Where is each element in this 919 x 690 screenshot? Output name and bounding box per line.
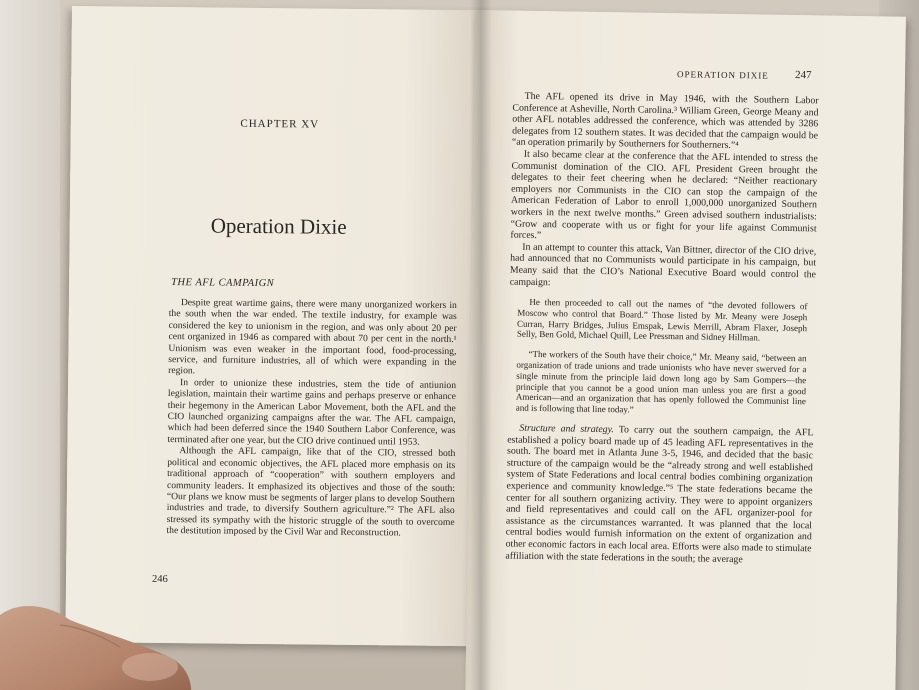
paragraph: Although the AFL campaign, like that of the CIO, stressed both political and economic objectives, the AFL placed more emphasis on its traditional approach of “cooperation” with southern employers and community leaders. It emphasized its objectives and those of the south: “Our plans we know must be segments of larger plans to develop Southern industries and trade, to diversify Southern agriculture.”² The AFL also stressed its sympathy with the historic struggle of the south to overcome the destitution imposed by the Civil War and Reconstruction. (166, 445, 456, 539)
table-surface-left (0, 0, 60, 690)
running-head: OPERATION DIXIE (676, 69, 769, 81)
chapter-label: CHAPTER XV (240, 117, 320, 131)
subsection-heading: Structure and strategy. (519, 422, 614, 436)
left-page (65, 6, 490, 646)
left-page-body (166, 297, 456, 540)
paragraph: The AFL opened its drive in May 1946, with the Southern Labor Conference at Asheville, North Carolina.³ William Green, George Meany and other AFL notables addressed the conference, which was attended by 3286 delegates from 12 southern states. It was decided that the campaign would be “an operation primarily by Southerners for Southerners.”⁴ (511, 90, 819, 152)
section-heading: THE AFL CAMPAIGN (171, 277, 275, 290)
paragraph: It also became clear at the conference that the AFL intended to stress the Communist domination of the CIO. AFL President Green brought the delegates to their feet cheering when he declared: “Neither reactionary employers nor Communists in the CIO can stop the campaign of the American Federation of Labor to enroll 1,000,000 unorganized Southern workers in the next twelve months.” Green advised southern industrialists: “Grow and cooperate with us or fight for your life against Communist forces.” (510, 148, 818, 242)
right-page-body (505, 91, 818, 567)
page-number-left: 246 (151, 573, 168, 586)
right-page (465, 10, 906, 690)
paragraph: Despite great wartime gains, there were many unorganized workers in the south when the war ended. The textile industry, for example was considered the key to unionism in the region, and was only about 20 per cent organized in 1946 as compared with about 70 per cent in the north.¹ Unionism was even weaker in the important food, food-processing, service, and furniture industries, all of which were expanding in the region. (168, 297, 457, 377)
subsection-text: To carry out the southern campaign, the AFL established a policy board made up of 45 leading AFL representatives in the south. The board met in Atlanta June 3-5, 1946, and decided that the basic structure of the campaign would be the “already strong and well established system of State Federations and local central bodies combining organization experience and community knowledge.”⁵ The state federations became the center for all southern organizing activity. They were to appoint organizers and field representatives and could call on the AFL organizer-pool for assistance as the circumstances warranted. It was planned that the local central bodies would furnish information on the extent of organization and other economic factors in each local area. Efforts were also made to stimulate affiliation with the state federations in the south; the average (505, 424, 814, 565)
block-quote: “The workers of the South have their choice,” Mr. Meany said, “between an organization of trade unions and trade unionists who have never swerved for a single minute from the principle laid down long ago by Sam Gompers—the principle that you cannot be a good union man unless you are first a good American—and an organization that has openly followed the Communist line and is following that line today.” (515, 349, 807, 415)
page-number-right: 247 (794, 69, 812, 82)
paragraph-structure-strategy (505, 423, 813, 567)
chapter-title: Operation Dixie (210, 213, 347, 239)
paragraph: In an attempt to counter this attack, Van Bittner, director of the CIO drive, had announced that no Communists would participate in his campaign, but Meany said that the CIO’s National Executive Board would control the campaign: (509, 241, 817, 288)
block-quote: He then proceeded to call out the names of “the devoted followers of Moscow who control that Board.” Those listed by Mr. Meany were Joseph Curran, Harry Bridges, Julius Emspak, Lewis Merrill, Abram Flaxer, Joseph Selly, Ben Gold, Michael Quill, Lee Pressman and Sidney Hillman. (516, 296, 808, 343)
paragraph: In order to unionize these industries, stem the tide of antiunion legislation, maintain their wartime gains and perhaps preserve or enhance their hegemony in the American Labor Movement, both the AFL and the CIO launched organizing campaigns after the war. The AFL campaign, which had been deferred since the 1940 Southern Labor Conference, was terminated after one year, but the CIO drive continued until 1953. (167, 376, 457, 448)
